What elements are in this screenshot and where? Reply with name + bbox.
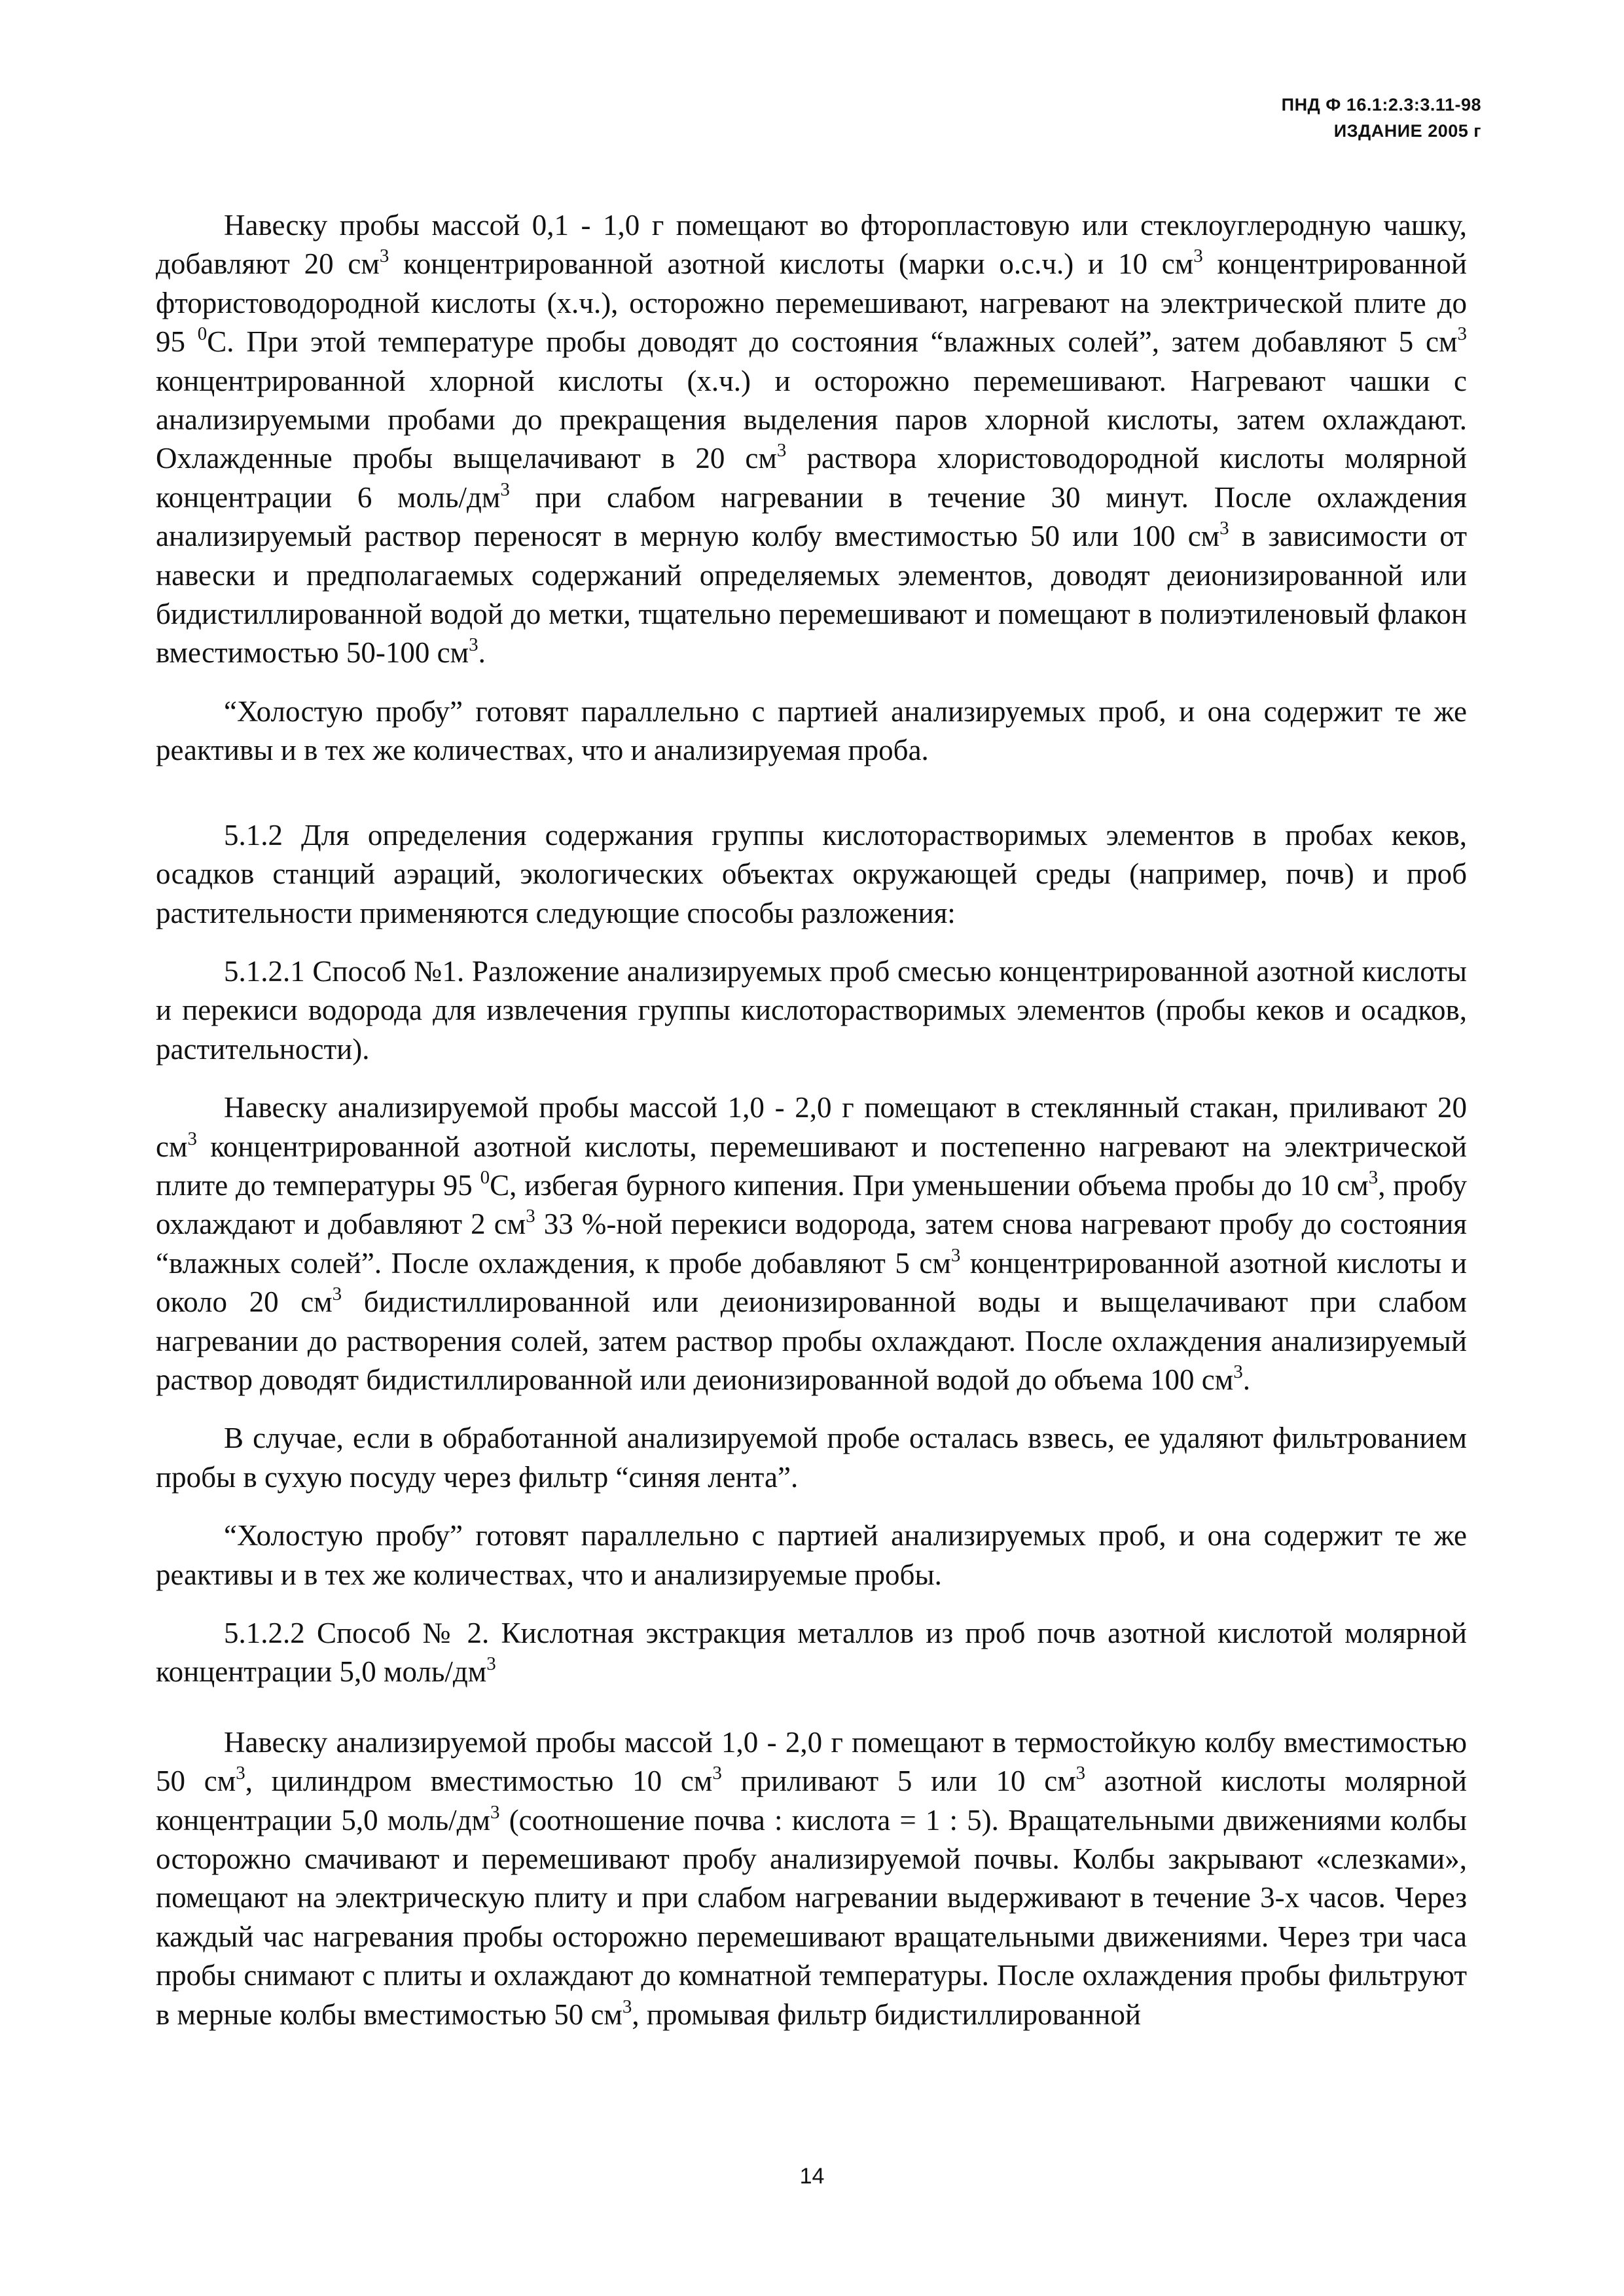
paragraph-filtration: В случае, если в обработанной анализируемой пробе осталась взвесь, ее удаляют фильтрованием пробы в сухую посуду через фильтр “синяя лента”. — [156, 1422, 1467, 1494]
page-number: 14 — [799, 2164, 825, 2189]
paragraph-method-1-title: 5.1.2.1 Способ №1. Разложение анализируемых проб смесью концентрированной азотной кислоты и перекиси водорода для извлечения группы кислоторастворимых элементов (пробы кеков и осадков, растительности). — [156, 954, 1467, 1066]
paragraph-sample-digestion: Навеску пробы массой 0,1 - 1,0 г помещают во фторопластовую или стеклоуглеродную чашку, добавляют 20 $см^3$ концентрированной азотной кислоты (марки о.с.ч.) и 10 $см^3$ концентрированной фтористоводородной кислоты (х.ч.), осторожно перемешивают, нагревают на электрической плите до 95 $^0$С. При этой температуре пробы доводят до состояния “влажных солей”, затем добавляют 5 $см^3$ концентрированной хлорной кислоты (х.ч.) и осторожно перемешивают. Нагревают чашки с анализируемыми пробами до прекращения выделения паров хлорной кислоты, затем охлаждают. Охлажденные пробы выщелачивают в 20 $см^3$ раствора хлористоводородной кислоты молярной концентрации 6 моль/$дм^3$ при слабом нагревании в течение 30 минут. После охлаждения анализируемый раствор переносят в мерную колбу вместимостью 50 или 100 $см^3$ в зависимости от навески и предполагаемых содержаний определяемых элементов, доводят деионизированной или бидистиллированной водой до метки, тщательно перемешивают и помещают в полиэтиленовый флакон вместимостью 50-100 $см^3$. — [156, 209, 1468, 670]
paragraph-method-1-procedure: Навеску анализируемой пробы массой 1,0 - 2,0 г помещают в стеклянный стакан, приливают 20 $см^3$ концентрированной азотной кислоты, перемешивают и постепенно нагревают на электрической плите до температуры 95 $^0$С, избегая бурного кипения. При уменьшении объема пробы до 10 $см^3$, пробу охлаждают и добавляют 2 $см^3$ 33 %-ной перекиси водорода, затем снова нагревают пробу до состояния “влажных солей”. После охлаждения, к пробе добавляют 5 $см^3$ концентрированной азотной кислоты и около 20 $см^3$ бидистиллированной или деионизированной воды и выщелачивают при слабом нагревании до растворения солей, затем раствор пробы охлаждают. После охлаждения анализируемый раствор доводят бидистиллированной или деионизированной водой до объема 100 $см^3$. — [156, 1091, 1468, 1396]
paragraph-method-2-procedure: Навеску анализируемой пробы массой 1,0 - 2,0 г помещают в термостойкую колбу вместимостью 50 $см^3$, цилиндром вместимостью 10 $см^3$ приливают 5 или 10 $см^3$ азотной кислоты молярной концентрации 5,0 моль/$дм^3$ (соотношение почва : кислота = 1 : 5). Вращательными движениями колбы осторожно смачивают и перемешивают пробу анализируемой почвы. Колбы закрывают «слезками», помещают на электрическую плиту и при слабом нагревании выдерживают в течение 3-х часов. Через каждый час нагревания пробы осторожно перемешивают вращательными движениями. Через три часа пробы снимают с плиты и охлаждают до комнатной температуры. После охлаждения пробы фильтруют в мерные колбы вместимостью 50 $см^3$, промывая фильтр бидистиллированной — [156, 1725, 1468, 2031]
document-code: ПНД Ф 16.1:2.3:3.11-98 — [1281, 95, 1481, 115]
paragraph-method-2-title: 5.1.2.2 Способ № 2. Кислотная экстракция металлов из проб почв азотной кислотой молярной концентрации 5,0 моль/$дм^3$ — [156, 1617, 1467, 1689]
paragraph-section-5-1-2: 5.1.2 Для определения содержания группы кислоторастворимых элементов в пробах кеков, осадков станций аэраций, экологических объектах окружающей среды (например, почв) и проб растительности применяются следующие способы разложения: — [156, 818, 1467, 929]
document-body — [156, 206, 1467, 2034]
document-header — [1282, 92, 1481, 144]
paragraph-blank-sample: “Холостую пробу” готовят параллельно с партией анализируемых проб, и она содержит те же реактивы и в тех же количествах, что и анализируемая проба. — [156, 694, 1467, 767]
edition-label: ИЗДАНИЕ 2005 г — [1333, 121, 1481, 141]
paragraph-blank-sample-2: “Холостую пробу” готовят параллельно с партией анализируемых проб, и она содержит те же реактивы и в тех же количествах, что и анализируемые пробы. — [156, 1519, 1467, 1591]
